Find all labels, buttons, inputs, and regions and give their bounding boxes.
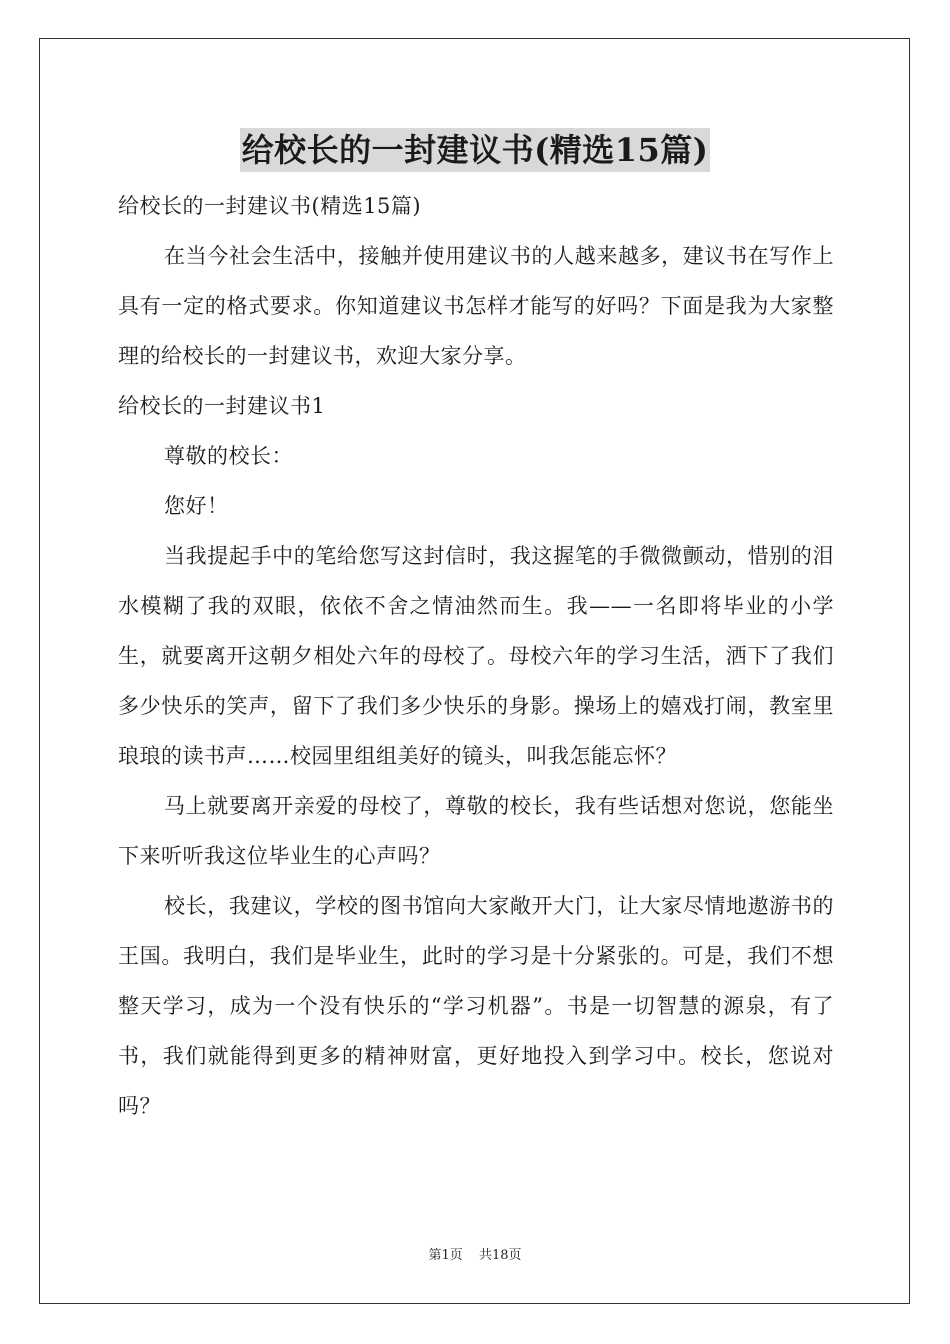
page-total: 共18页 bbox=[478, 1248, 522, 1263]
body-paragraph-2: 马上就要离开亲爱的母校了，尊敬的校长，我有些话想对您说，您能坐下来听听我这位毕业生的心声吗？ bbox=[118, 794, 834, 868]
letter-greeting: 您好！ bbox=[164, 494, 229, 518]
section-heading: 给校长的一封建议书1 bbox=[118, 394, 326, 418]
page-number: 第1页 bbox=[428, 1248, 463, 1263]
document-body bbox=[118, 181, 834, 1131]
intro-paragraph: 在当今社会生活中，接触并使用建议书的人越来越多，建议书在写作上具有一定的格式要求。你知道建议书怎样才能写的好吗？下面是我为大家整理的给校长的一封建议书，欢迎大家分享。 bbox=[118, 244, 834, 368]
title-container bbox=[0, 128, 950, 172]
body-paragraph-1: 当我提起手中的笔给您写这封信时，我这握笔的手微微颤动，惜别的泪水模糊了我的双眼，依依不舍之情油然而生。我——一名即将毕业的小学生，就要离开这朝夕相处六年的母校了。母校六年的学习生活，洒下了我们多少快乐的笑声，留下了我们多少快乐的身影。操场上的嬉戏打闹，教室里琅琅的读书声……校园里组组美好的镜头，叫我怎能忘怀？ bbox=[118, 544, 834, 768]
document-title: 给校长的一封建议书(精选15篇) bbox=[240, 128, 711, 172]
document-subtitle: 给校长的一封建议书(精选15篇) bbox=[118, 194, 422, 218]
page-footer bbox=[0, 1244, 950, 1263]
letter-salutation: 尊敬的校长： bbox=[164, 444, 293, 468]
body-paragraph-3: 校长，我建议，学校的图书馆向大家敞开大门，让大家尽情地遨游书的王国。我明白，我们是毕业生，此时的学习是十分紧张的。可是，我们不想整天学习，成为一个没有快乐的“学习机器”。书是一切智慧的源泉，有了书，我们就能得到更多的精神财富，更好地投入到学习中。校长，您说对吗？ bbox=[118, 894, 834, 1118]
